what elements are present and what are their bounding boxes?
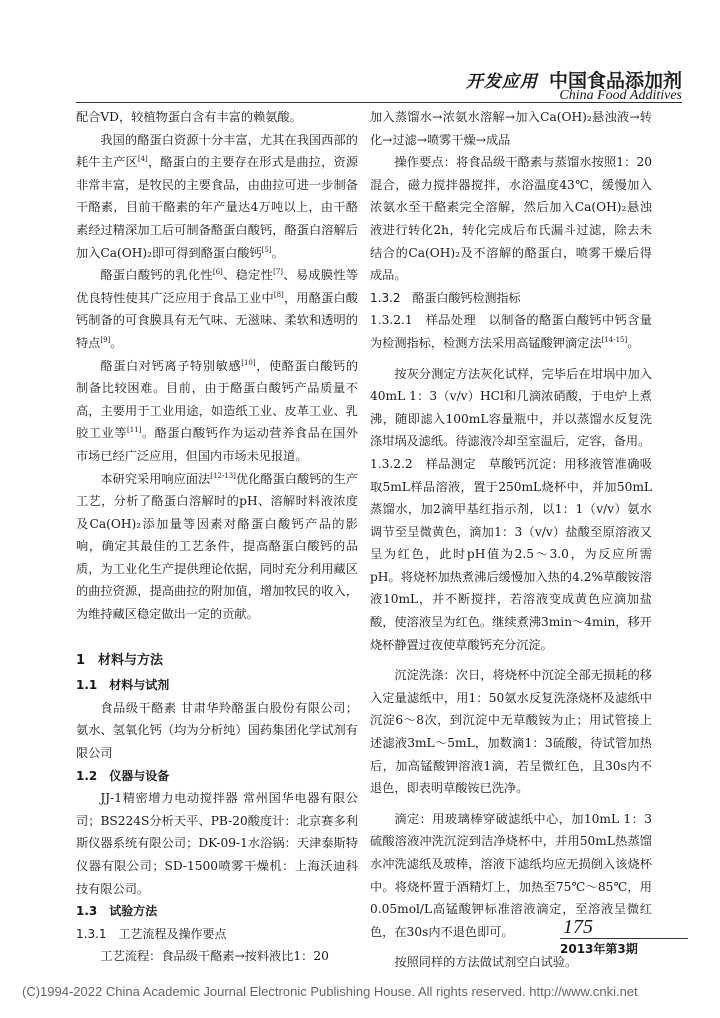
subsubsection-heading: 1.3.2 酪蛋白酸钙检测指标 [370, 290, 521, 305]
citation: [4] [137, 155, 148, 164]
left-column [76, 106, 358, 968]
citation: [14-15] [601, 335, 628, 344]
paragraph: 酪蛋白对钙离子特别敏感[10]，使酪蛋白酸钙的制备比较困难。目前，由于酪蛋白酸钙产品质量不高，主要用于工业用途，如造纸工业、皮革工业、乳胶工业等[11]。酪蛋白酸钙作为运动营养食品在国外市场已经广泛应用，但国内市场未见报道。 [76, 358, 359, 463]
page-number-rule [560, 938, 688, 939]
paragraph: JJ-1精密增力电动搅拌器 常州国华电器有限公司；BS224S分析天平、PB-20酸度计：北京赛多利斯仪器系统有限公司；DK-09-1水浴锅：天津泰斯特仪器有限公司；SD-1500喷雾干燥机：上海沃迪科技有限公司。 [76, 791, 358, 896]
paragraph: 按灰分测定方法灰化试样，完毕后在坩埚中加入40mL 1：3（v/v）HCl和几滴浓硝酸，于电炉上煮沸，随即滤入100mL容量瓶中，并以蒸馏水反复洗涤坩埚及滤纸。待滤液冷却至室温后，定容，备用。 [370, 366, 652, 449]
citation: [5] [261, 245, 272, 254]
citation: [8] [273, 290, 284, 299]
paragraph: 1.3.2.2 样品测定 草酸钙沉淀：用移液管准确吸取5mL样品溶液，置于250mL烧杯中，并加50mL蒸馏水，加2滴甲基红指示剂，以1：1（v/v）氨水调节至呈微黄色，滴加1：3（v/v）盐酸至原溶液又呈为红色，此时pH值为2.5～3.0，为反应所需pH。将烧杯加热煮沸后缓慢加入热的4.2%草酸铵溶液10mL，并不断搅拌，若溶液变成黄色应滴加盐酸，使溶液呈为红色。继续煮沸3min～4min，移开烧杯静置过夜使草酸钙充分沉淀。 [370, 456, 652, 652]
citation: [7] [273, 268, 284, 277]
paragraph: 工艺流程：食品级干酪素→按料液比1：20 [100, 949, 329, 964]
citation: [6] [212, 268, 223, 277]
paragraph: 加入蒸馏水→浓氨水溶解→加入Ca(OH)₂悬浊液→转化→过滤→喷雾干燥→成品 [370, 110, 652, 147]
journal-header [465, 66, 682, 103]
paragraph: 1.3.2.1 样品处理 以制备的酪蛋白酸钙中钙含量为检测指标，检测方法采用高锰酸钾滴定法[14-15]。 [370, 313, 652, 350]
paragraph: 酪蛋白酸钙的乳化性[6]、稳定性[7]、易成膜性等优良特性使其广泛应用于食品工业中[8]，用酪蛋白酸钙制备的可食膜具有无气味、无滋味、柔软和透明的特点[9]。 [76, 268, 359, 350]
journal-title-en: China Food Additives [559, 88, 682, 103]
subsubsection-heading: 1.3.1 工艺流程及操作要点 [76, 926, 227, 941]
citation: [12-13] [210, 471, 236, 480]
journal-title-cn: 中国食品添加剂 [548, 70, 682, 92]
citation: [10] [241, 358, 256, 367]
issue-label: 2013年第3期 [560, 942, 638, 956]
citation: [11] [126, 426, 142, 435]
citation: [9] [100, 335, 111, 344]
section-label: 开发应用 [465, 72, 538, 92]
paragraph: 食品级干酪素 甘肃华羚酪蛋白股份有限公司；氨水、氢氧化钙（均为分析纯）国药集团化学试剂有限公司 [76, 700, 358, 761]
section-heading: 1 材料与方法 [76, 652, 164, 668]
paragraph: 按照同样的方法做试剂空白试验。 [394, 955, 578, 970]
subsection-heading: 1.3 试验方法 [76, 904, 158, 919]
header-rule [76, 102, 682, 103]
right-column [370, 106, 652, 974]
copyright-footer: (C)1994-2022 China Academic Journal Electronic Publishing House. All rights reserved. http://www.cnki.net [22, 984, 638, 999]
subsection-heading: 1.1 材料与试剂 [76, 678, 170, 693]
paragraph: 操作要点：将食品级干酪素与蒸馏水按照1：20混合，磁力搅拌器搅拌，水浴温度43℃，缓慢加入浓氨水至干酪素完全溶解，然后加入Ca(OH)₂悬浊液进行转化2h，转化完成后布氏漏斗过滤，除去未结合的Ca(OH)₂及不溶解的酪蛋白，喷雾干燥后得成品。 [370, 155, 652, 283]
subsection-heading: 1.2 仪器与设备 [76, 768, 170, 783]
paragraph: 沉淀洗涤：次日，将烧杯中沉淀全部无损耗的移入定量滤纸中，用1：50氨水反复洗涤烧杯及滤纸中沉淀6～8次，到沉淀中无草酸铵为止；用试管接上述滤液3mL～5mL，加数滴1：3硫酸，待试管加热后，加高锰酸钾溶液1滴，若呈微红色，且30s内不退色，即表明草酸铵已洗净。 [370, 668, 652, 796]
page-number: 175 [563, 916, 593, 938]
paragraph: 滴定：用玻璃棒穿破滤纸中心，加10mL 1：3硫酸溶液冲洗沉淀到洁净烧杯中，并用50mL热蒸馏水冲洗滤纸及玻棒，溶液下滤纸均应无损倒入该烧杯中。将烧杯置于酒精灯上，加热至75℃～85℃，用0.05mol/L高锰酸钾标准溶液滴定，至溶液呈微红色，在30s内不退色即可。 [370, 811, 652, 939]
paragraph: 配合VD，较植物蛋白含有丰富的赖氨酸。 [76, 110, 302, 124]
paragraph: 我国的酪蛋白资源十分丰富，尤其在我国西部的耗牛主产区[4]，酪蛋白的主要存在形式是曲拉，资源非常丰富，是牧民的主要食品，由曲拉可进一步制备干酪素，目前干酪素的年产量达4万吨以上，由干酪素经过精深加工后可制备酪蛋白酸钙，酪蛋白溶解后加入Ca(OH)₂即可得到酪蛋白酸钙[5]。 [76, 132, 359, 260]
paragraph: 本研究采用响应面法[12-13]优化酪蛋白酸钙的生产工艺，分析了酪蛋白溶解时的pH、溶解时料液浓度及Ca(OH)₂添加量等因素对酪蛋白酸钙产品的影响，确定其最佳的工艺条件，提高酪蛋白酸钙的品质，为工业化生产提供理论依据，同时充分利用藏区的曲拉资源，提高曲拉的附加值，增加牧民的收入，为维持藏区稳定做出一定的贡献。 [76, 471, 359, 622]
